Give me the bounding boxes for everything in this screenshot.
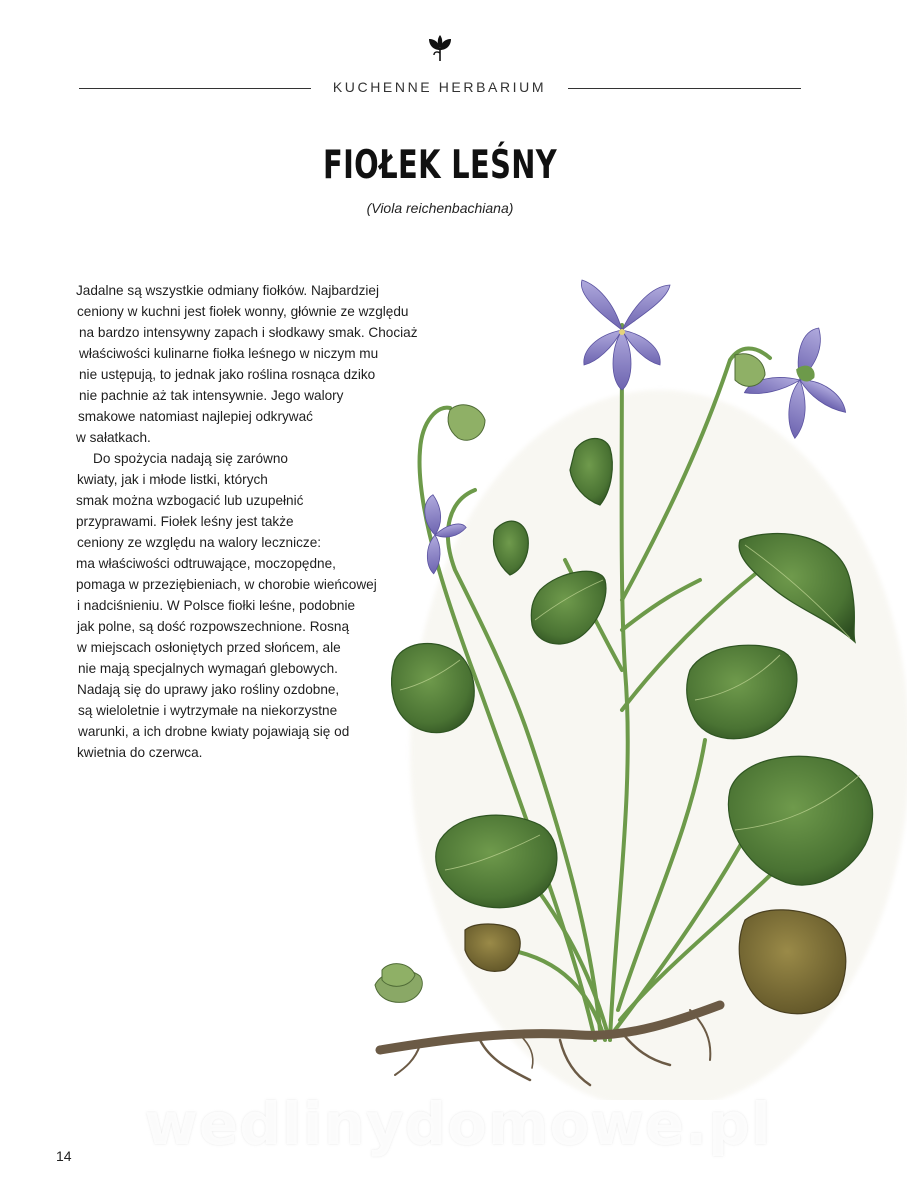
body-line: właściwości kulinarne fiołka leśnego w niczym mu bbox=[79, 346, 379, 361]
leaf bbox=[392, 644, 475, 733]
body-line: przyprawami. Fiołek leśny jest także bbox=[76, 514, 294, 529]
body-line: warunki, a ich drobne kwiaty pojawiają się od bbox=[78, 724, 350, 739]
body-line: Do spożycia nadają się zarówno bbox=[93, 451, 288, 466]
watermark: wedlinydomowe.pl bbox=[144, 1090, 772, 1158]
body-line: w miejscach osłoniętych przed słońcem, ale bbox=[77, 640, 341, 655]
body-line: na bardzo intensywny zapach i słodkawy smak. Chociaż bbox=[79, 325, 418, 340]
header-rule-left bbox=[79, 88, 311, 89]
page-number: 14 bbox=[56, 1148, 72, 1164]
body-line: kwiaty, jak i młode listki, których bbox=[77, 472, 268, 487]
body-line: Nadają się do uprawy jako rośliny ozdobne, bbox=[77, 682, 340, 697]
body-line: smakowe natomiast najlepiej odkrywać bbox=[78, 409, 313, 424]
body-line: pomaga w przeziębieniach, w chorobie wieńcowej bbox=[76, 577, 377, 592]
article-title: FIOŁEK LEŚNY bbox=[322, 143, 558, 188]
body-line: w sałatkach. bbox=[76, 430, 151, 445]
bud bbox=[448, 405, 485, 440]
body-line: Jadalne są wszystkie odmiany fiołków. Najbardziej bbox=[76, 283, 379, 298]
body-line: nie ustępują, to jednak jako roślina rosnąca dziko bbox=[79, 367, 376, 382]
section-header: KUCHENNE HERBARIUM bbox=[332, 79, 547, 95]
leaf-logo-icon bbox=[425, 34, 455, 64]
body-line: ceniony ze względu na walory lecznicze: bbox=[77, 535, 322, 550]
body-line: kwietnia do czerwca. bbox=[77, 745, 203, 760]
body-line: ceniony w kuchni jest fiołek wonny, głównie ze względu bbox=[77, 304, 409, 319]
body-line: ma właściwości odtruwające, moczopędne, bbox=[76, 556, 336, 571]
flower-top bbox=[581, 280, 670, 390]
body-line: są wieloletnie i wytrzymałe na niekorzystne bbox=[78, 703, 338, 718]
body-line: nie pachnie aż tak intensywnie. Jego walory bbox=[79, 388, 344, 403]
body-line: i nadciśnieniu. W Polsce fiołki leśne, podobnie bbox=[77, 598, 356, 613]
body-line: nie mają specjalnych wymagań glebowych. bbox=[78, 661, 338, 676]
body-line: smak można wzbogacić lub uzupełnić bbox=[76, 493, 304, 508]
violet-illustration bbox=[360, 270, 907, 1100]
latin-name: (Viola reichenbachiana) bbox=[366, 200, 514, 216]
header-rule-right bbox=[568, 88, 801, 89]
body-line: jak polne, są dość rozpowszechnione. Rosną bbox=[77, 619, 350, 634]
bud bbox=[735, 354, 765, 387]
